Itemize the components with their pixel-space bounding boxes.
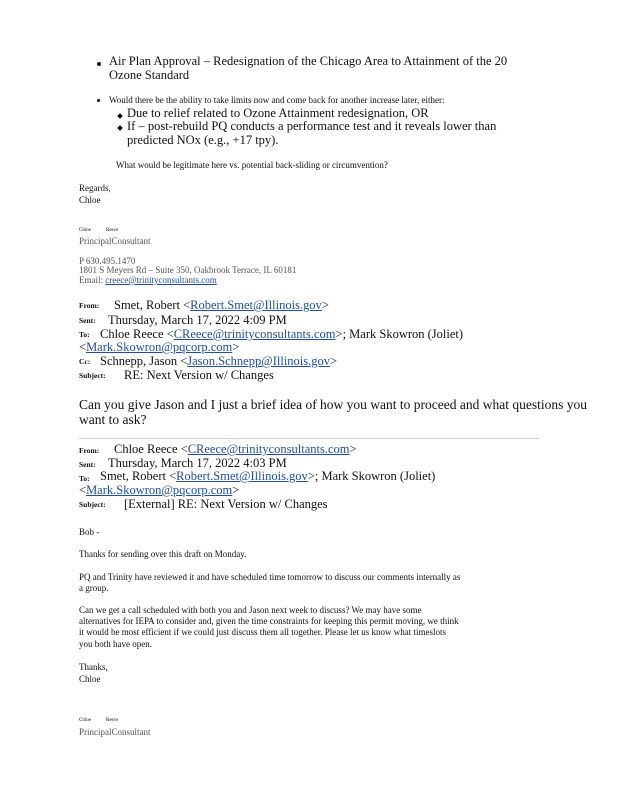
message-paragraph: Can we get a call scheduled with both you and Jason next week to discuss? We may have some (79, 605, 422, 615)
sub-bullet-1: Due to relief related to Ozone Attainment redesignation, OR (127, 106, 429, 120)
closing-name: Chloe (79, 674, 101, 684)
from-end: > (349, 442, 357, 456)
bullet-dot (97, 62, 101, 66)
message-body-line: Can you give Jason and I just a brief idea of how you want to proceed and what questions you (79, 397, 588, 412)
signature-email-line (79, 275, 217, 285)
bullet-item-2: Would there be the ability to take limits now and come back for another increase later, either: (109, 95, 445, 105)
sent-value: Thursday, March 17, 2022 4:03 PM (108, 456, 287, 470)
signature-phone: P 630.495.1470 (79, 256, 136, 266)
subject-label: Subject: (79, 371, 106, 380)
sent-value: Thursday, March 17, 2022 4:09 PM (108, 313, 287, 327)
to-email-link[interactable]: Robert.Smet@Illinois.gov (176, 469, 308, 483)
subject-value: [External] RE: Next Version w/ Changes (124, 497, 328, 511)
from-email-link[interactable]: CReece@trinityconsultants.com (187, 442, 350, 456)
from-name: Chloe Reece < (114, 442, 188, 456)
signature-first-name: Chloe (79, 718, 91, 723)
to-label: To: (79, 474, 90, 483)
message-paragraph: Thanks for sending over this draft on Monday. (79, 549, 247, 559)
to-value-cont (79, 340, 239, 355)
to-email-link[interactable]: CReece@trinityconsultants.com (173, 327, 336, 341)
message-paragraph-cont: a group. (79, 583, 109, 593)
to-email2-link[interactable]: Mark.Skowron@pqcorp.com (86, 340, 233, 354)
cc-email-link[interactable]: Jason.Schnepp@Illinois.gov (187, 354, 331, 368)
signature-first-name: Chloe (79, 228, 91, 233)
to-lt: < (79, 340, 87, 354)
regards-text: Regards, (79, 183, 111, 193)
question-text: What would be legitimate here vs. potential back-sliding or circumvention? (116, 160, 388, 170)
from-value (114, 442, 357, 457)
signature-email-label: Email: (79, 275, 106, 285)
message-paragraph-cont: it would be most efficient if we could just discuss them all together. Please let us know what timeslots (79, 627, 447, 637)
message-paragraph: PQ and Trinity have reviewed it and have scheduled time tomorrow to discuss our comments internally as (79, 572, 461, 582)
to-value-cont (79, 483, 239, 498)
from-label: From: (79, 301, 100, 310)
to-label: To: (79, 330, 90, 339)
cc-end: > (330, 354, 338, 368)
signature-last-name: Reece (106, 718, 119, 723)
divider (79, 438, 539, 439)
subject-label: Subject: (79, 500, 106, 509)
to-name: Smet, Robert < (100, 469, 177, 483)
to-name: Chloe Reece < (100, 327, 174, 341)
signature-email-link[interactable]: creece@trinityconsultants.com (105, 275, 217, 285)
message-body-line: want to ask? (79, 412, 147, 427)
bullet-item-1-cont: Ozone Standard (109, 68, 190, 82)
subject-value: RE: Next Version w/ Changes (124, 368, 274, 382)
to-lt: < (79, 483, 87, 497)
message-greeting: Bob - (79, 527, 100, 537)
bullet-item-1: Air Plan Approval – Redesignation of the Chicago Area to Attainment of the 20 (109, 54, 508, 68)
cc-name: Schnepp, Jason < (100, 354, 188, 368)
to-mid: >; Mark Skowron (Joliet) (307, 469, 436, 483)
signature-last-name: Reece (106, 228, 119, 233)
from-email-link[interactable]: Robert.Smet@Illinois.gov (190, 298, 322, 312)
regards-name: Chloe (79, 195, 101, 205)
from-end: > (321, 298, 329, 312)
closing-thanks: Thanks, (79, 662, 108, 672)
signature-address: 1801 S Meyers Rd – Suite 350, Oakbrook Terrace, IL 60181 (79, 265, 297, 275)
from-value (114, 298, 329, 313)
cc-label: Cc: (79, 357, 91, 366)
sent-label: Sent: (79, 316, 96, 325)
to-email2-link[interactable]: Mark.Skowron@pqcorp.com (86, 483, 233, 497)
sub-bullet-dot (117, 113, 123, 119)
sent-label: Sent: (79, 460, 96, 469)
sub-bullet-2-cont: predicted NOx (e.g., +17 tpy). (127, 133, 279, 147)
to-end: > (232, 483, 240, 497)
sub-bullet-2: If – post-rebuild PQ conducts a performance test and it reveals lower than (127, 119, 497, 133)
from-label: From: (79, 446, 100, 455)
sub-bullet-dot (117, 125, 123, 131)
message-paragraph-cont: alternatives for IEPA to consider and, given the time constraints for keeping this permit moving, we think (79, 616, 459, 626)
signature-title: PrincipalConsultant (79, 727, 151, 737)
from-name: Smet, Robert < (114, 298, 191, 312)
cc-value (100, 354, 337, 369)
to-value (100, 469, 435, 484)
to-end: > (232, 340, 240, 354)
bullet-dot (97, 99, 100, 102)
signature-title: PrincipalConsultant (79, 236, 151, 246)
message-paragraph-cont: you both have open. (79, 639, 152, 649)
to-mid: >; Mark Skowron (Joliet) (335, 327, 464, 341)
